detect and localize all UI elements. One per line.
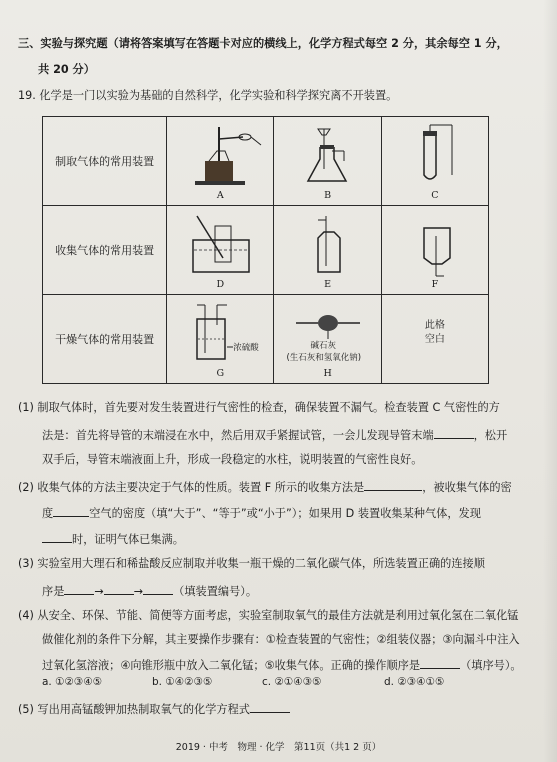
answer-blank-1[interactable] xyxy=(434,426,474,439)
answer-blank-7[interactable] xyxy=(143,582,173,595)
note-soda-lime: 碱石灰 xyxy=(310,341,336,351)
row-label-production: 制取气体的常用装置 xyxy=(43,117,167,206)
blank-cell xyxy=(381,295,488,384)
apparatus-d xyxy=(167,206,274,295)
part3-line1: (3) 实验室用大理石和稀盐酸反应制取并收集一瓶干燥的二氧化碳气体，所选装置正确的连接顺 xyxy=(18,557,485,570)
part4-line3-text: 过氧化氢溶液；④向锥形瓶中放入二氧化锰；⑤收集气体。正确的操作顺序是 xyxy=(42,659,421,672)
part4-line1: (4) 从安全、环保、节能、简便等方面考虑，实验室制取氧气的最佳方法就是利用过氧化氢在二氧化锰 xyxy=(18,609,519,622)
part2-line3 xyxy=(42,530,184,547)
part2-line2-text: 空气的密度（填“大于”、“等于”或“小于”）；如果用 D 装置收集某种气体，发现 xyxy=(89,507,481,520)
part2-line3-text: 时，证明气体已集满。 xyxy=(72,533,184,546)
part2-line2 xyxy=(42,504,481,521)
answer-blank-9[interactable] xyxy=(250,700,290,713)
option-d[interactable]: d. ②③④①⑤ xyxy=(384,676,445,688)
page-footer: 2019 · 中考 物理 · 化学 第11页（共1 2 页） xyxy=(175,742,382,753)
table-row xyxy=(43,295,489,384)
answer-blank-2[interactable] xyxy=(364,478,422,491)
part2-line1 xyxy=(18,478,512,495)
caption-a: A xyxy=(216,190,224,201)
row-label-collection: 收集气体的常用装置 xyxy=(43,206,167,295)
caption-h: H xyxy=(323,368,332,379)
apparatus-h xyxy=(274,295,381,384)
answer-blank-6[interactable] xyxy=(104,582,134,595)
apparatus-b xyxy=(274,117,381,206)
apparatus-f xyxy=(381,206,488,295)
blank-cell-line2: 空白 xyxy=(424,334,445,345)
part4-line3-tail: （填序号）。 xyxy=(460,659,522,672)
note-conc-sulfuric: 浓硫酸 xyxy=(233,343,259,353)
part1-line3: 双手后，导管末端液面上升，形成一段稳定的水柱，说明装置的气密性良好。 xyxy=(42,453,423,466)
caption-g: G xyxy=(216,368,225,379)
caption-e: E xyxy=(324,279,332,290)
caption-b: B xyxy=(324,190,332,201)
caption-c: C xyxy=(431,190,439,201)
table-row xyxy=(43,117,489,206)
section-heading-line2: 共 20 分） xyxy=(38,63,95,76)
part2-line1-text: (2) 收集气体的方法主要决定于气体的性质。装置 F 所示的收集方法是 xyxy=(18,481,365,494)
answer-blank-4[interactable] xyxy=(42,530,72,543)
part1-line1: (1) 制取气体时，首先要对发生装置进行气密性的检查，确保装置不漏气。检查装置 C 气密性的方 xyxy=(18,401,500,414)
note-soda-lime-detail: (生石灰和氢氧化钠) xyxy=(286,353,362,363)
part2-line2-head: 度 xyxy=(42,507,54,520)
caption-d: D xyxy=(216,279,225,290)
apparatus-a xyxy=(167,117,274,206)
apparatus-g xyxy=(167,295,274,384)
row-label-drying: 干燥气体的常用装置 xyxy=(43,295,167,384)
apparatus-c xyxy=(381,117,488,206)
option-b[interactable]: b. ①④②③⑤ xyxy=(152,676,213,688)
option-a[interactable]: a. ①②③④⑤ xyxy=(42,676,103,688)
part5-line xyxy=(18,700,290,717)
part1-line2-text: 法是：首先将导管的末端浸在水中，然后用双手紧握试管，一会儿发现导管末端 xyxy=(42,429,434,442)
part4-line3 xyxy=(42,656,522,673)
part2-line1-tail: ，被收集气体的密 xyxy=(422,481,512,494)
answer-blank-3[interactable] xyxy=(53,504,89,517)
apparatus-table xyxy=(42,116,489,384)
part4-line2: 做催化剂的条件下分解，其主要操作步骤有：①检查装置的气密性；②组装仪器；③向漏斗中注入 xyxy=(42,633,520,646)
table-row xyxy=(43,206,489,295)
answer-blank-5[interactable] xyxy=(64,582,94,595)
caption-f: F xyxy=(431,279,439,290)
question-stem: 19. 化学是一门以实验为基础的自然科学，化学实验和科学探究离不开装置。 xyxy=(18,89,398,102)
part1-line2-tail: ，松开 xyxy=(473,429,508,442)
arrow-1: → xyxy=(94,585,104,598)
blank-cell-line1: 此格 xyxy=(424,320,445,331)
option-c[interactable]: c. ②①④③⑤ xyxy=(262,676,322,688)
answer-blank-8[interactable] xyxy=(420,656,460,669)
apparatus-e xyxy=(274,206,381,295)
section-heading-line1: 三、实验与探究题（请将答案填写在答题卡对应的横线上，化学方程式每空 2 分，其余每空 1 分， xyxy=(18,37,508,50)
part1-line2 xyxy=(42,426,507,443)
arrow-2: → xyxy=(133,585,144,598)
part3-line2 xyxy=(42,582,257,599)
page-edge-shadow xyxy=(543,0,557,762)
part3-line2-tail: （填装置编号）。 xyxy=(173,585,258,598)
part3-line2-head: 序是 xyxy=(42,585,65,598)
blank-cell-note xyxy=(382,319,488,347)
part5-text: (5) 写出用高锰酸钾加热制取氧气的化学方程式 xyxy=(18,703,250,716)
